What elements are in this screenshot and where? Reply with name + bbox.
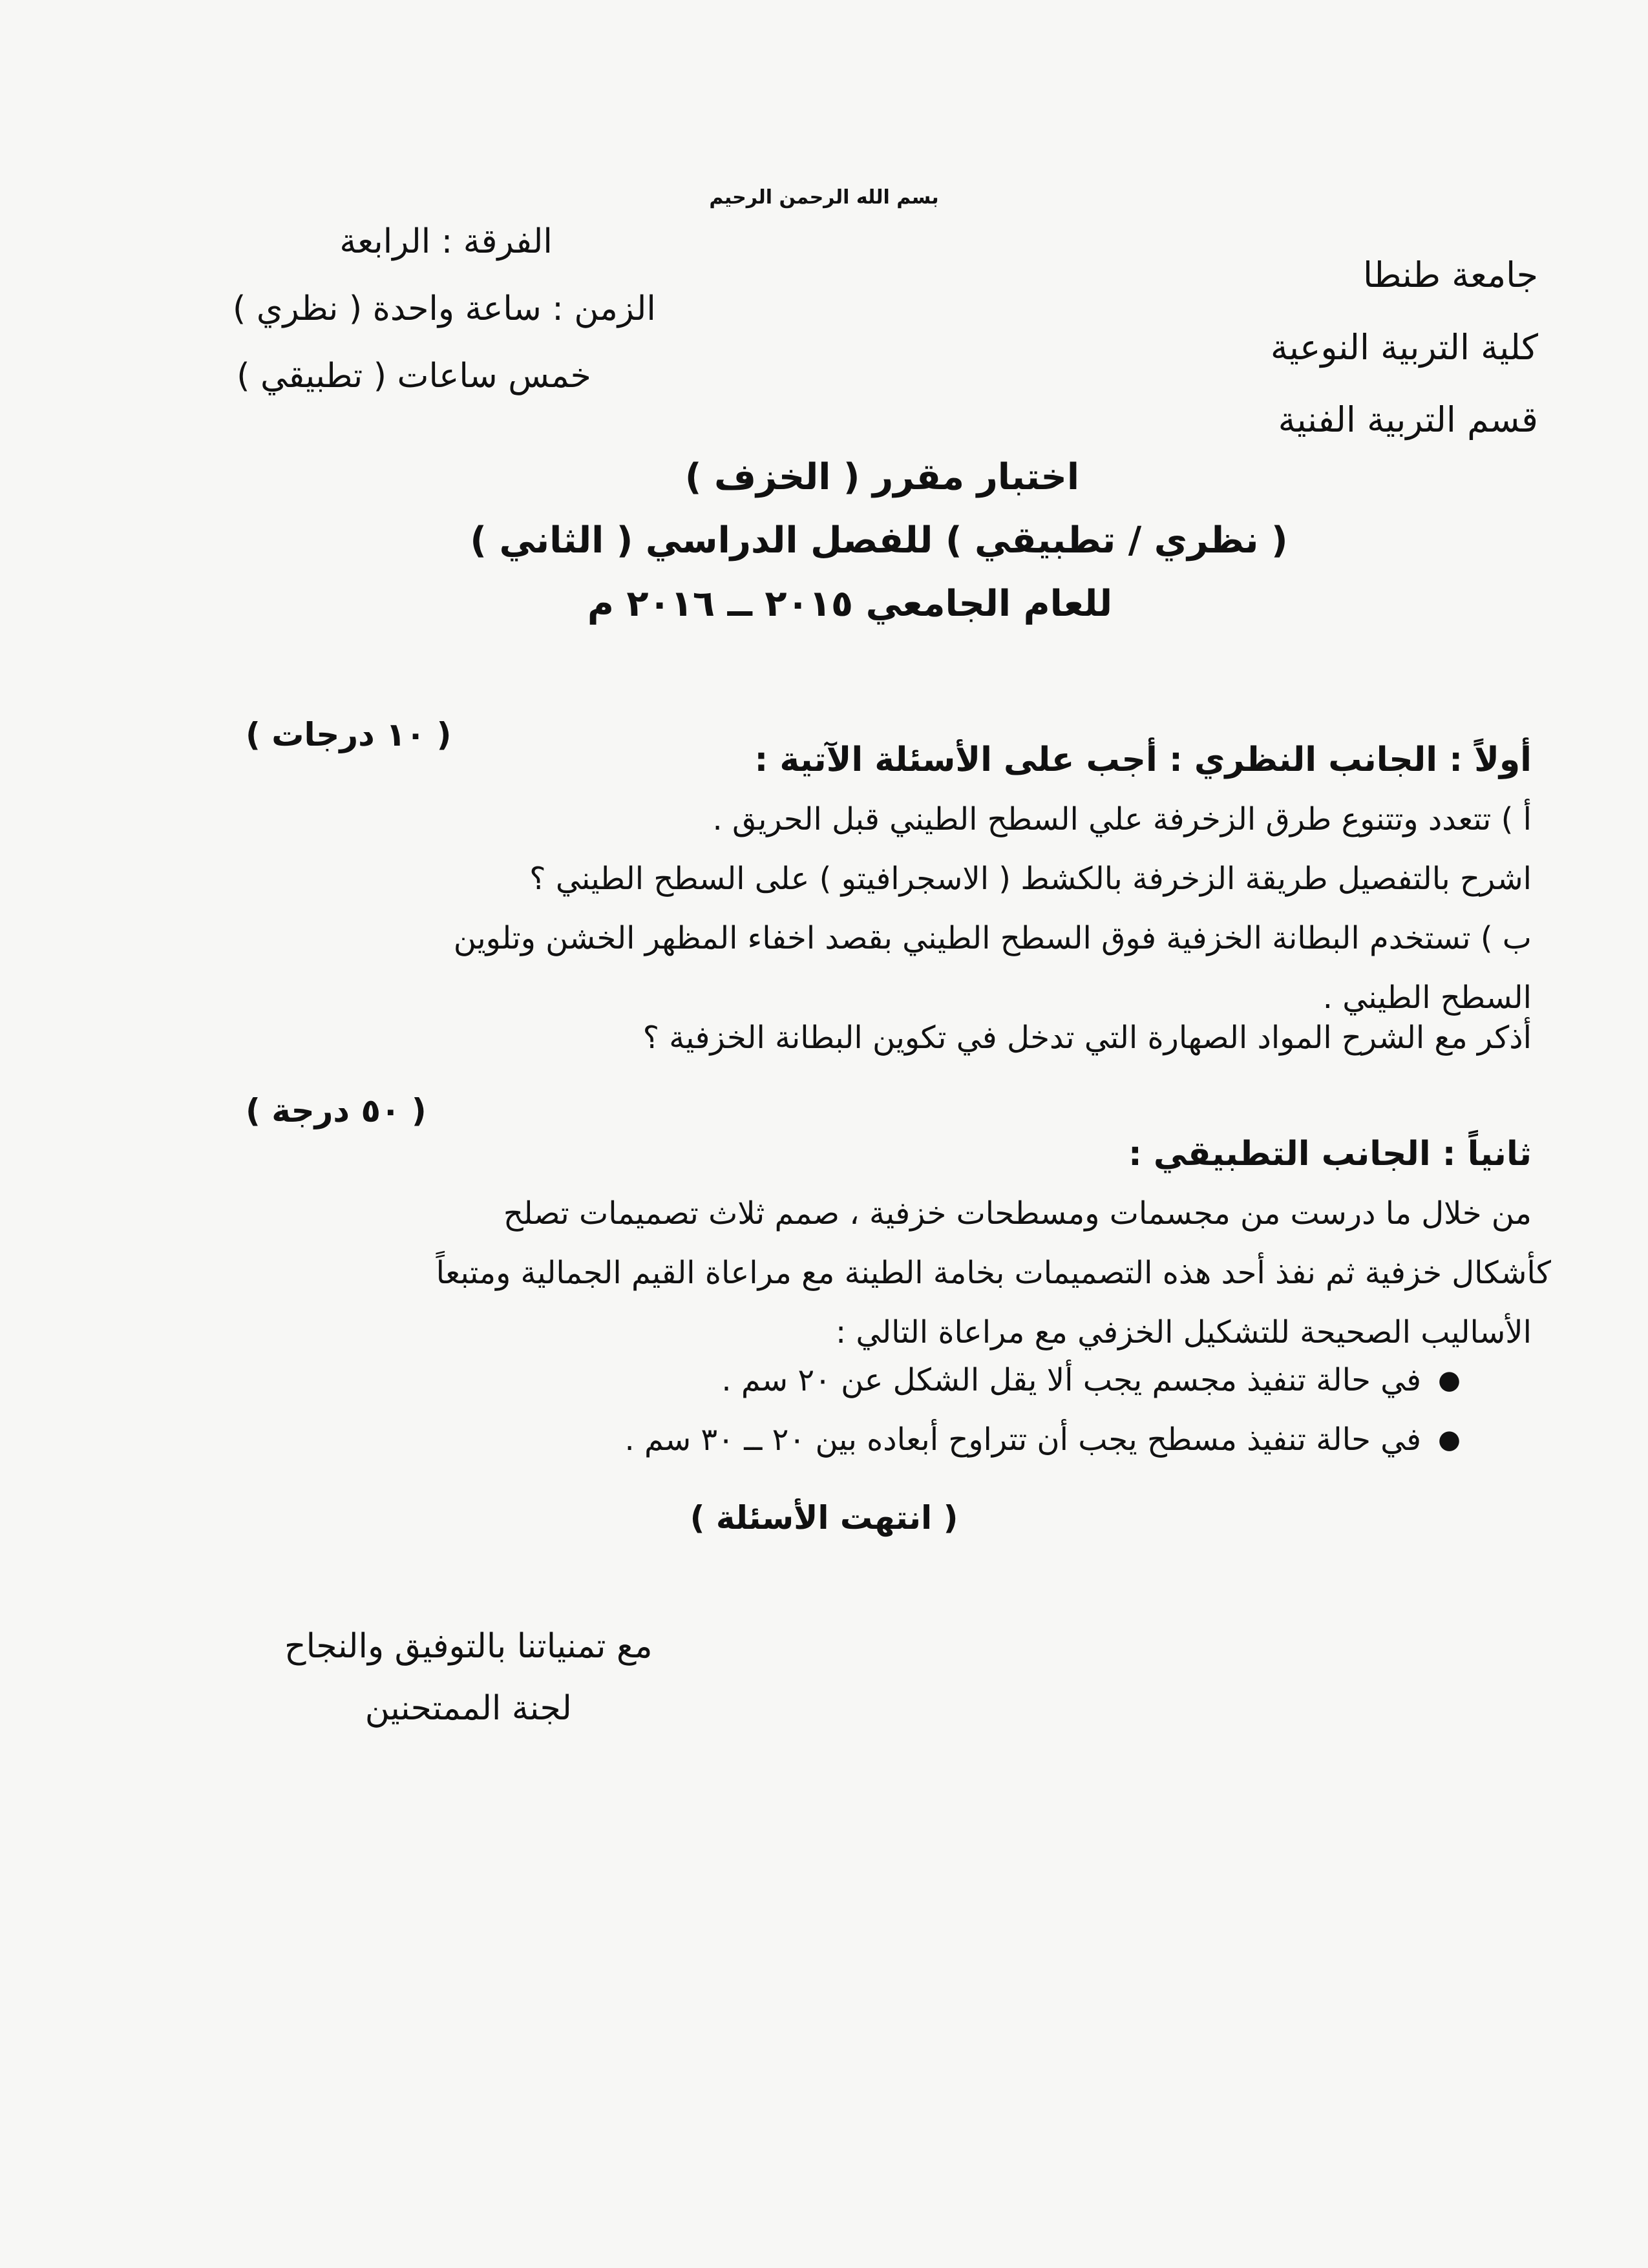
title-line-1: اختبار مقرر ( الخزف ): [684, 456, 1080, 498]
closing-block: [284, 1615, 653, 1739]
exam-title: [0, 446, 1648, 636]
exam-info: [233, 208, 656, 410]
grade-level: الفرقة : الرابعة: [339, 222, 553, 261]
closing-wish: مع تمنياتنا بالتوفيق والنجاح: [284, 1627, 653, 1666]
bullet-dot-icon: ●: [1438, 1365, 1461, 1395]
examiners-committee: لجنة الممتحنين: [364, 1689, 572, 1728]
part2-line-3: الأساليب الصحيحة للتشكيل الخزفي مع مراعاة التالي :: [836, 1314, 1532, 1350]
basmala: بسم الله الرحمن الرحيم: [709, 186, 939, 209]
title-line-2: ( نظري / تطبيقي ) للفصل الدراسي ( الثاني ): [470, 520, 1288, 562]
part1-theory: [454, 730, 1532, 1067]
bullet-item: [624, 1350, 1461, 1410]
bullet-dot-icon: ●: [1438, 1425, 1461, 1454]
institution-header: [1271, 239, 1538, 456]
department-name: قسم التربية الفنية: [1278, 399, 1538, 440]
faculty-name: كلية التربية النوعية: [1270, 327, 1538, 368]
part2-practical: [436, 1124, 1551, 1362]
bullet-text: في حالة تنفيذ مسطح يجب أن تتراوح أبعاده بين ٢٠ ــ ٣٠ سم .: [624, 1422, 1422, 1458]
time-theory: الزمن : ساعة واحدة ( نظري ): [233, 289, 656, 328]
part2-marks: ( ٥٠ درجة ): [246, 1092, 427, 1129]
question-b-line-2: السطح الطيني .: [1322, 980, 1532, 1016]
question-b-line-1: ب ) تستخدم البطانة الخزفية فوق السطح الطيني بقصد اخفاء المظهر الخشن وتلوين: [453, 920, 1532, 956]
part2-heading: ثانياً : الجانب التطبيقي :: [1128, 1135, 1532, 1173]
part2-line-2: كأشكال خزفية ثم نفذ أحد هذه التصميمات بخامة الطينة مع مراعاة القيم الجمالية ومتبعاً: [436, 1255, 1551, 1291]
title-line-3: للعام الجامعي ٢٠١٥ ــ ٢٠١٦ م: [587, 583, 1113, 625]
part1-marks: ( ١٠ درجات ): [246, 716, 452, 753]
part1-heading: أولاً : الجانب النظري : أجب على الأسئلة الآتية :: [754, 740, 1532, 779]
question-a: أ ) تتعدد وتتنوع طرق الزخرفة علي السطح الطيني قبل الحريق .: [712, 801, 1532, 837]
question-a-task: اشرح بالتفصيل طريقة الزخرفة بالكشط ( الاسجرافيتو ) على السطح الطيني ؟: [529, 861, 1532, 897]
end-of-questions: ( انتهت الأسئلة ): [690, 1499, 958, 1537]
part2-bullet-list: [624, 1350, 1461, 1469]
question-b-task: أذكر مع الشرح المواد الصهارة التي تدخل في تكوين البطانة الخزفية ؟: [642, 1020, 1532, 1056]
bullet-item: [624, 1410, 1461, 1469]
time-practical: خمس ساعات ( تطبيقي ): [237, 357, 591, 395]
university-name: جامعة طنطا: [1363, 255, 1538, 295]
part2-line-1: من خلال ما درست من مجسمات ومسطحات خزفية ، صمم ثلاث تصميمات تصلح: [503, 1195, 1532, 1232]
bullet-text: في حالة تنفيذ مجسم يجب ألا يقل الشكل عن ٢٠ سم .: [721, 1362, 1422, 1398]
